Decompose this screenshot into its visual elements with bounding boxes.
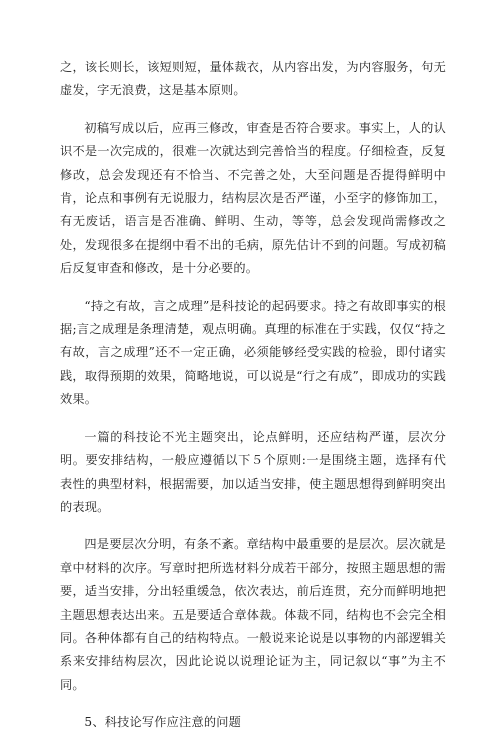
paragraph-4: 一篇的科技论不光主题突出，论点鲜明，还应结构严谨，层次分明。要安排结构，一般应遵循以下５个原则:一是围绕主题，选择有代表性的典型材料，根据需要，加以适当安排，使主题思想得到鲜明突出的表现。 [60,429,446,514]
document-body [60,56,446,735]
section-heading: 5、科技论写作应注意的问题 [84,715,241,730]
paragraph-3: “持之有故，言之成理”是科技论的起码要求。持之有故即事实的根据;言之成理是条理清楚，观点明确。真理的标准在于实践，仅仅“持之有故，言之成理”还不一定正确，必须能够经受实践的检验，即付诸实践，取得预期的效果，简略地说，可以说是“行之有成”，即成功的实践效果。 [60,298,446,407]
paragraph-2: 初稿写成以后，应再三修改，审查是否符合要求。事实上，人的认识不是一次完成的，很难一次就达到完善恰当的程度。仔细检查，反复修改，总会发现还有不恰当、不完善之处，大至问题是否提得鲜明中肯，论点和事例有无说服力，结构层次是否严谨，小至字的修饰加工，有无废话，语言是否准确、鲜明、生动，等等，总会发现尚需修改之处，发现很多在提纲中看不出的毛病，原先估计不到的问题。写成初稿后反复审查和修改，是十分必要的。 [60,120,446,276]
paragraph-1: 之，该长则长，该短则短，量体裁衣，从内容出发，为内容服务，句无虚发，字无浪费，这是基本原则。 [60,60,446,98]
paragraph-5: 四是要层次分明，有条不紊。章结构中最重要的是层次。层次就是章中材料的次序。写章时把所选材料分成若干部分，按照主题思想的需要，适当安排，分出轻重缓急，依次表达，前后连贯，充分而鲜明地把主题思想表达出来。五是要适合章体裁。体裁不同，结构也不会完全相同。各种体都有自己的结构特点。一般说来论说是以事物的内部逻辑关系来安排结构层次，因此论说以说理论证为主，同记叙以“事”为主不同。 [60,537,446,692]
